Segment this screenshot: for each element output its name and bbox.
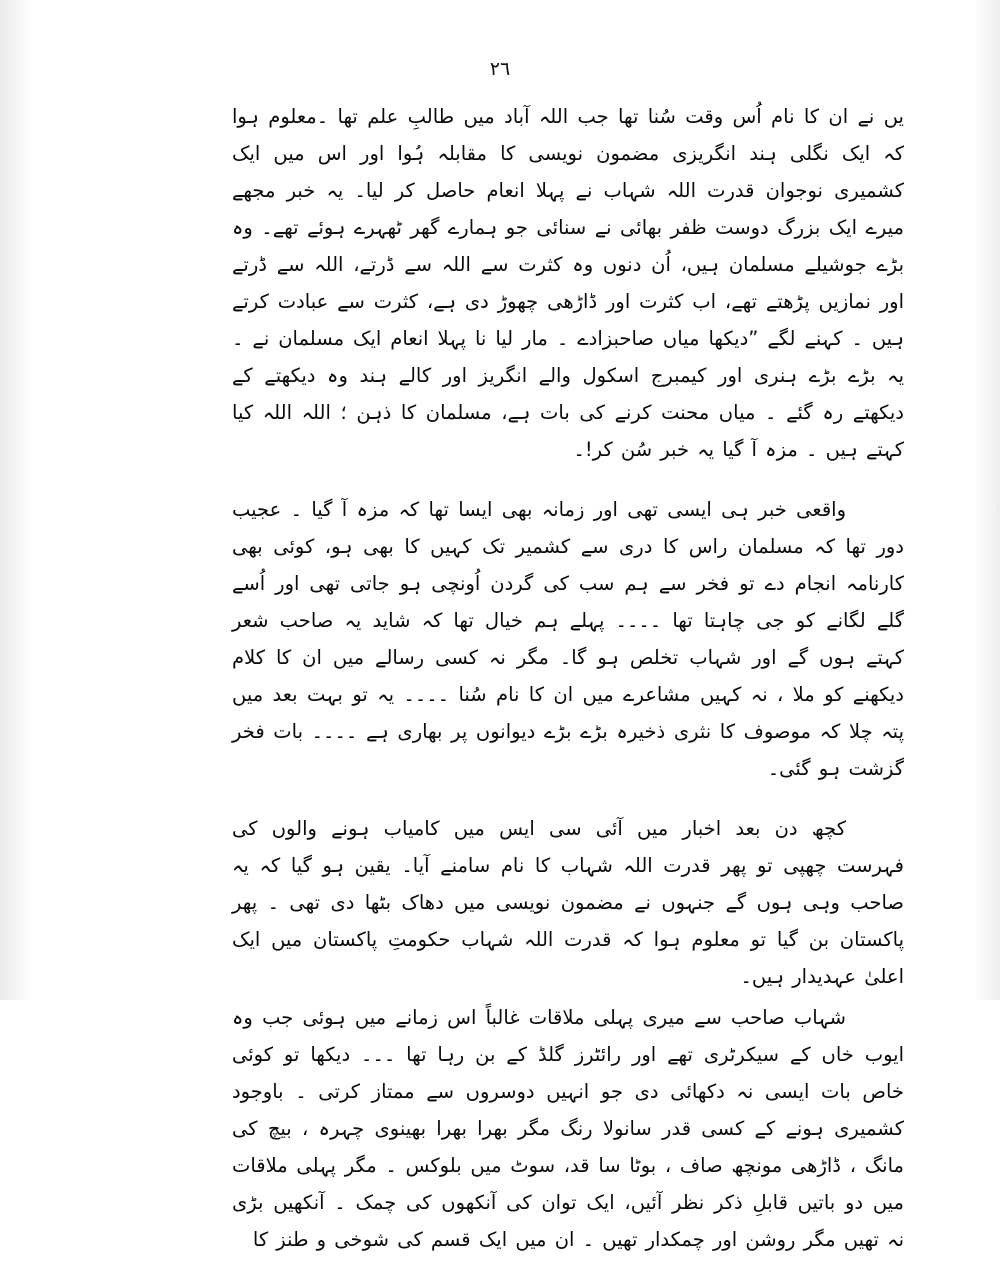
paragraph: کچھ دن بعد اخبار میں آئی سی ایس میں کامیاب ہونے والوں کی فہرست چھپی تو پھر قدرت اللہ شہاب کا نام سامنے آیا۔ یقین ہو گیا کہ یہ صاحب وہی ہوں گے جنہوں نے مضمون نویسی میں دھاک بٹھا دی تھی ۔ پھر پاکستان بن گیا تو معلوم ہوا کہ قدرت اللہ شہاب حکومتِ پاکستان میں ایک اعلیٰ عہدیدار ہیں۔ (232, 817, 904, 988)
paragraph-spacer (232, 477, 904, 491)
page-text-body (232, 98, 904, 1267)
paragraph: یں نے ان کا نام اُس وقت سُنا تھا جب اللہ آباد میں طالبِ علم تھا ۔معلوم ہوا کہ ایک نگلی ہند انگریزی مضمون نویسی کا مقابلہ ہُوا اور اس میں ایک کشمیری نوجوان قدرت اللہ شہاب نے پہلا انعام حاصل کر لیا۔ یہ خبر مجھے میرے ایک بزرگ دوست ظفر بھائی نے سنائی جو ہمارے گھر ٹھہرے ہوئے تھے۔ وہ بڑے جوشیلے مسلمان ہیں، اُن دنوں وہ کثرت سے اللہ سے ڈرتے، اللہ سے ڈرتے اور نمازیں پڑھتے تھے، اب کثرت اور ڈاڑھی چھوڑ دی ہے، کثرت سے عبادت کرتے ہیں ۔ کہنے لگے ”دیکھا میاں صاحبزادے ۔ مار لیا نا پہلا انعام ایک مسلمان نے ۔ یہ بڑے بڑے ہنری اور کیمبرج اسکول والے انگریز اور کالے ہند وہ دیکھتے کے دیکھتے رہ گئے ۔ میاں محنت کرنے کی بات ہے، مسلمان کا ذہن ؛ اللہ اللہ کیا کہتے ہیں ۔ مزہ آ گیا یہ خبر سُن کر!۔ (232, 105, 904, 461)
page-number: ٢٦ (489, 59, 511, 80)
paragraph: شہاب صاحب سے میری پہلی ملاقات غالباً اس زمانے میں ہوئی جب وہ ایوب خاں کے سیکرٹری تھے اور رائٹرز گلڈ کے بن رہا تھا ۔۔۔ دیکھا تو کوئی خاص بات ایسی نہ دکھائی دی جو انہیں دوسروں سے ممتاز کرتی ۔ باوجود کشمیری ہونے کے کسی قدر سانولا رنگ مگر بھرا بھرا بھینوی چہرہ ، بیچ کی مانگ ، ڈاڑھی مونچھ صاف ، بوٹا سا قد، سوٹ میں بلوکس ۔ مگر پہلی ملاقات میں دو باتیں قابلِ ذکر نظر آئیں، ایک توان کی آنکھوں کی چمک ۔ آنکھیں بڑی نہ تھیں مگر روشن اور چمکدار تھیں ۔ ان میں ایک قسم کی شوخی و طنز کا (232, 1006, 904, 1251)
paragraph-spacer (232, 796, 904, 810)
paragraph: واقعی خبر ہی ایسی تھی اور زمانہ بھی ایسا تھا کہ مزہ آ گیا ۔ عجیب دور تھا کہ مسلمان راس کا دری سے کشمیر تک کہیں کا بھی ہو، کوئی بھی کارنامہ انجام دے تو فخر سے ہم سب کی گردن اُونچی ہو جاتی تھی اور اُسے گلے لگانے کو جی چاہتا تھا ۔۔۔۔ پہلے ہم خیال تھا کہ شاید یہ صاحب شعر کہتے ہوں گے اور شہاب تخلص ہو گا۔ مگر نہ کسی رسالے میں ان کا کلام دیکھنے کو ملا ، نہ کہیں مشاعرے میں ان کا نام سُنا ۔۔۔۔ یہ تو بہت بعد میں پتہ چلا کہ موصوف کا نثری ذخیرہ بڑے بڑے دیوانوں پر بھاری ہے ۔۔۔۔ بات فخر گزشت ہو گئی۔ (232, 498, 904, 780)
